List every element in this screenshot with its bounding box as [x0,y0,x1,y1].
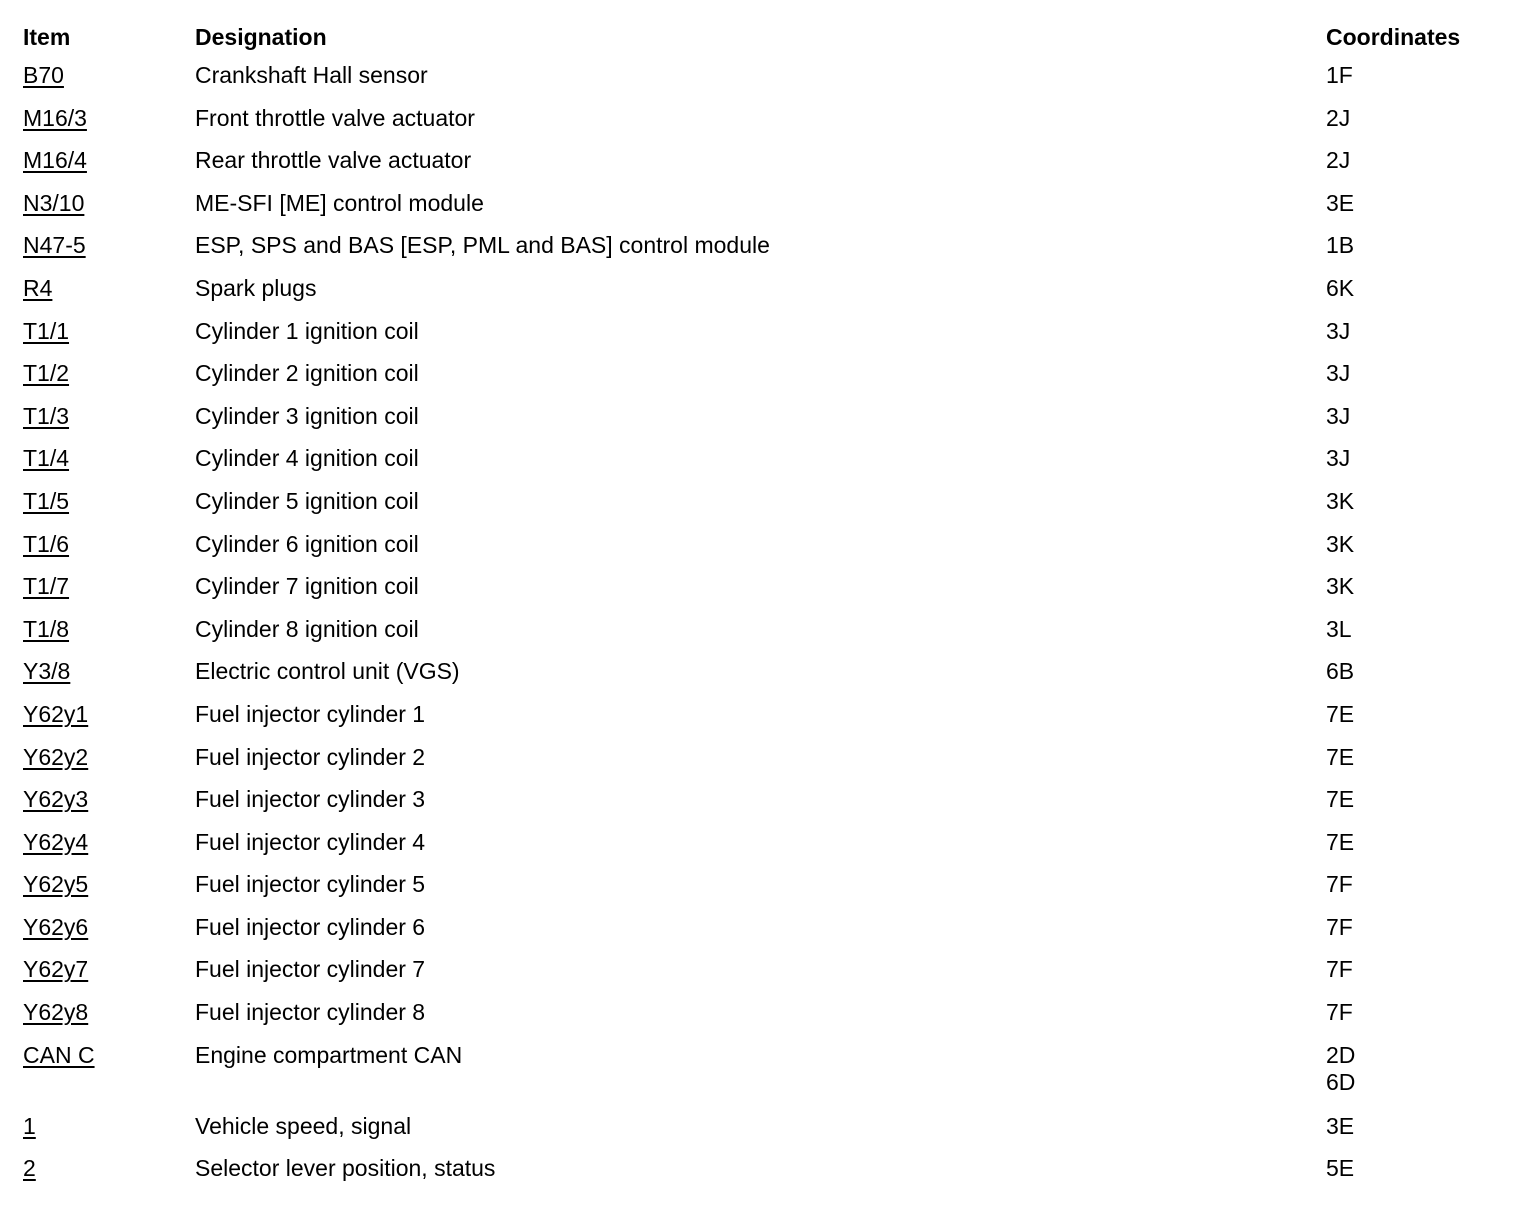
designation-cell: Fuel injector cylinder 3 [195,786,426,813]
item-cell [23,744,195,787]
item-cell [23,914,195,957]
item-cell [23,445,195,488]
table-row [23,403,1496,446]
table-row [23,658,1496,701]
table-row [23,1155,1496,1198]
coordinate-value: 6D [1326,1068,1356,1095]
item-cell [23,1042,195,1113]
item-cell [23,105,195,148]
designation-cell: Cylinder 6 ignition coil [195,530,419,557]
item-link[interactable]: Y62y1 [23,700,89,727]
coordinates-cell [1326,999,1496,1042]
item-link[interactable]: T1/4 [23,445,70,472]
item-cell [23,232,195,275]
item-link[interactable]: T1/5 [23,487,70,514]
item-link[interactable]: Y3/8 [23,658,71,685]
item-cell [23,999,195,1042]
item-link[interactable]: B70 [23,62,64,88]
designation-cell: Fuel injector cylinder 4 [195,828,426,855]
item-cell [23,1155,195,1198]
designation-cell: Cylinder 2 ignition coil [195,360,419,387]
coordinates-cell [1326,403,1496,446]
table-row [23,1042,1496,1113]
table-row [23,616,1496,659]
coordinates-cell [1326,105,1496,148]
coordinate-value: 3K [1326,487,1355,514]
coordinate-value: 1B [1326,232,1355,259]
table-row [23,829,1496,872]
item-cell [23,573,195,616]
item-link[interactable]: N3/10 [23,189,85,216]
coordinates-cell [1326,744,1496,787]
item-link[interactable]: CAN C [23,1041,95,1068]
coordinate-value: 1F [1326,62,1353,88]
coordinate-value: 3L [1326,615,1352,642]
coordinate-value: 2J [1326,147,1351,174]
coordinate-value: 3K [1326,530,1355,557]
coordinate-value: 7E [1326,828,1355,855]
designation-cell: ME-SFI [ME] control module [195,189,484,216]
item-cell [23,658,195,701]
item-cell [23,956,195,999]
item-link[interactable]: Y62y8 [23,999,89,1026]
designation-cell: Fuel injector cylinder 8 [195,999,426,1026]
coordinates-cell [1326,62,1496,105]
table-row [23,360,1496,403]
header-item: Item [23,24,71,50]
designation-cell: Engine compartment CAN [195,1041,463,1068]
header-designation: Designation [195,24,327,50]
designation-cell: Electric control unit (VGS) [195,658,460,685]
table-header-row [23,24,1496,62]
designation-cell: Fuel injector cylinder 7 [195,956,426,983]
item-link[interactable]: Y62y2 [23,743,89,770]
designation-cell: Cylinder 3 ignition coil [195,402,419,429]
coordinate-value: 7F [1326,871,1353,898]
coordinates-cell [1326,531,1496,574]
table-row [23,105,1496,148]
coordinates-cell [1326,701,1496,744]
item-link[interactable]: T1/6 [23,530,70,557]
designation-cell: Rear throttle valve actuator [195,147,472,174]
table-row [23,62,1496,105]
item-cell [23,62,195,105]
designation-cell: Fuel injector cylinder 6 [195,913,426,940]
table-body [23,62,1496,1198]
item-cell [23,190,195,233]
coordinates-cell [1326,275,1496,318]
coordinate-value: 3J [1326,402,1351,429]
designation-cell: Selector lever position, status [195,1155,496,1182]
coordinate-value: 3E [1326,189,1355,216]
coordinate-value: 3K [1326,573,1355,600]
item-link[interactable]: R4 [23,274,53,301]
table-row [23,744,1496,787]
coordinate-value: 7F [1326,956,1353,983]
table-row [23,914,1496,957]
table-row [23,871,1496,914]
coordinates-cell [1326,1113,1496,1156]
item-cell [23,871,195,914]
item-cell [23,616,195,659]
item-cell [23,829,195,872]
designation-cell: ESP, SPS and BAS [ESP, PML and BAS] control module [195,232,770,259]
table-row [23,786,1496,829]
table-row [23,445,1496,488]
coordinate-value: 7E [1326,700,1355,727]
item-link[interactable]: M16/3 [23,104,87,131]
coordinates-cell [1326,871,1496,914]
designation-cell: Cylinder 7 ignition coil [195,573,419,600]
designation-cell: Cylinder 8 ignition coil [195,615,419,642]
coordinates-cell [1326,616,1496,659]
item-cell [23,318,195,361]
coordinates-cell [1326,786,1496,829]
item-cell [23,1113,195,1156]
item-link[interactable]: T1/7 [23,573,70,600]
item-link[interactable]: T1/8 [23,615,70,642]
coordinates-cell [1326,1155,1496,1198]
designation-cell: Cylinder 1 ignition coil [195,317,419,344]
item-cell [23,701,195,744]
coordinate-value: 3J [1326,360,1351,387]
item-link[interactable]: N47-5 [23,232,86,259]
item-link[interactable]: 2 [23,1155,36,1182]
item-cell [23,403,195,446]
item-link[interactable]: Y62y5 [23,871,89,898]
table-row [23,701,1496,744]
table-row [23,488,1496,531]
item-cell [23,488,195,531]
item-link[interactable]: M16/4 [23,147,87,174]
coordinate-value: 7E [1326,743,1355,770]
table-row [23,318,1496,361]
coordinates-cell [1326,914,1496,957]
table-row [23,573,1496,616]
designation-cell: Front throttle valve actuator [195,104,475,131]
coordinate-value: 2D [1326,1041,1356,1068]
coordinate-value: 5E [1326,1155,1355,1182]
coordinate-value: 7F [1326,999,1353,1026]
table-row [23,190,1496,233]
coordinate-value: 7F [1326,913,1353,940]
item-link[interactable]: T1/3 [23,402,70,429]
coordinates-cell [1326,445,1496,488]
table-row [23,275,1496,318]
coordinate-value: 3J [1326,317,1351,344]
component-legend-table [23,24,1496,1198]
table-row [23,232,1496,275]
designation-cell: Spark plugs [195,274,317,301]
coordinate-value: 6K [1326,274,1355,301]
coordinates-cell [1326,318,1496,361]
coordinates-cell [1326,829,1496,872]
coordinate-value: 3J [1326,445,1351,472]
designation-cell: Fuel injector cylinder 5 [195,871,426,898]
coordinates-cell [1326,190,1496,233]
coordinates-cell [1326,488,1496,531]
table-row [23,147,1496,190]
item-link[interactable]: Y62y4 [23,828,89,855]
item-cell [23,360,195,403]
designation-cell: Vehicle speed, signal [195,1112,412,1139]
table-row [23,999,1496,1042]
item-cell [23,786,195,829]
coordinate-value: 6B [1326,658,1355,685]
coordinates-cell [1326,956,1496,999]
coordinates-cell [1326,573,1496,616]
item-link[interactable]: Y62y7 [23,956,89,983]
table-row [23,1113,1496,1156]
item-cell [23,531,195,574]
coordinates-cell [1326,360,1496,403]
table-row [23,956,1496,999]
designation-cell: Cylinder 5 ignition coil [195,487,419,514]
designation-cell: Fuel injector cylinder 1 [195,700,426,727]
coordinate-value: 2J [1326,104,1351,131]
coordinates-cell [1326,232,1496,275]
item-link[interactable]: T1/1 [23,317,70,344]
table-row [23,531,1496,574]
designation-cell: Cylinder 4 ignition coil [195,445,419,472]
coordinate-value: 7E [1326,786,1355,813]
coordinates-cell [1326,147,1496,190]
item-link[interactable]: Y62y3 [23,786,89,813]
item-link[interactable]: Y62y6 [23,913,89,940]
designation-cell: Fuel injector cylinder 2 [195,743,426,770]
coordinates-cell [1326,658,1496,701]
header-coordinates: Coordinates [1326,24,1461,50]
item-link[interactable]: 1 [23,1112,36,1139]
item-link[interactable]: T1/2 [23,360,70,387]
coordinate-value: 3E [1326,1112,1355,1139]
item-cell [23,275,195,318]
item-cell [23,147,195,190]
designation-cell: Crankshaft Hall sensor [195,62,428,88]
coordinates-cell [1326,1042,1496,1113]
